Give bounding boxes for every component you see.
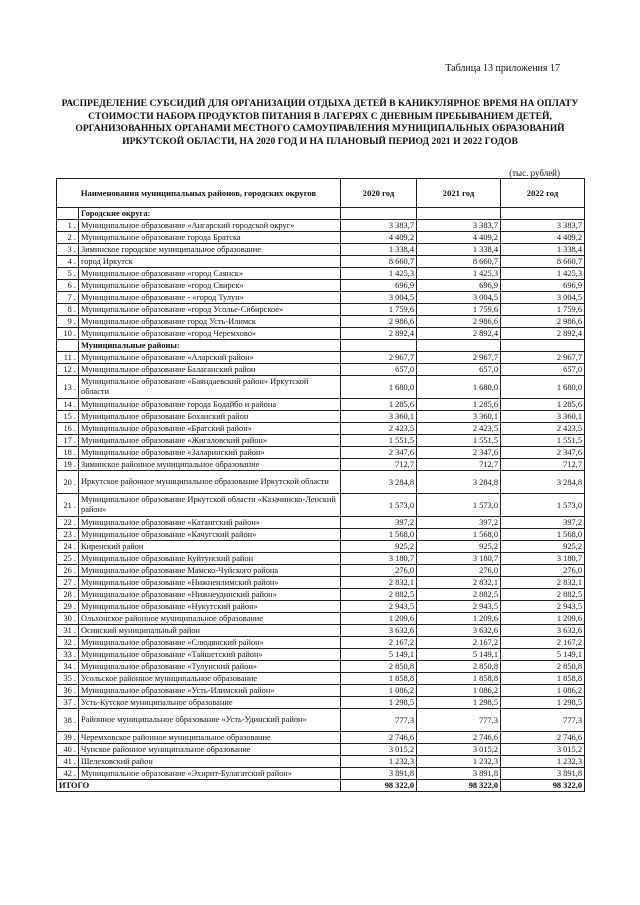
row-value: 1 568,0	[501, 529, 585, 541]
row-name: Муниципальное образование «Нукутский район»	[79, 601, 341, 613]
row-value: 2 347,6	[341, 447, 417, 459]
row-name: Шелеховский район	[79, 756, 341, 768]
row-value: 1 232,3	[417, 756, 501, 768]
total-label: ИТОГО	[57, 780, 341, 792]
row-value: 8 660,7	[417, 256, 501, 268]
row-value: 1 573,0	[341, 494, 417, 517]
row-value: 3 360,1	[501, 411, 585, 423]
table-row	[57, 304, 585, 316]
table-row	[57, 625, 585, 637]
row-number: 17 .	[57, 435, 79, 447]
row-value: 2 882,5	[501, 589, 585, 601]
row-number: 42 .	[57, 768, 79, 780]
table-caption: Таблица 13 приложения 17	[445, 63, 560, 74]
table-row	[57, 268, 585, 280]
row-value: 1 858,8	[341, 673, 417, 685]
row-value: 1 209,6	[341, 613, 417, 625]
row-number: 40 .	[57, 744, 79, 756]
row-value: 5 149,1	[501, 649, 585, 661]
row-number: 31 .	[57, 625, 79, 637]
row-value: 1 680,0	[417, 376, 501, 399]
row-value: 276,0	[417, 565, 501, 577]
table-row	[57, 220, 585, 232]
row-value: 2 943,5	[501, 601, 585, 613]
row-value: 2 850,8	[341, 661, 417, 673]
table-row	[57, 399, 585, 411]
table-row	[57, 649, 585, 661]
row-value: 3 004,5	[341, 292, 417, 304]
row-value: 3 360,1	[341, 411, 417, 423]
row-number: 23 .	[57, 529, 79, 541]
row-name: Усольское районное муниципальное образование	[79, 673, 341, 685]
row-number: 32 .	[57, 637, 79, 649]
row-value: 696,9	[417, 280, 501, 292]
row-value: 3 180,7	[501, 553, 585, 565]
document-title: РАСПРЕДЕЛЕНИЕ СУБСИДИЙ ДЛЯ ОРГАНИЗАЦИИ ОТДЫХА ДЕТЕЙ В КАНИКУЛЯРНОЕ ВРЕМЯ НА ОПЛАТУ СТОИМОСТИ НАБОРА ПРОДУКТОВ ПИТАНИЯ В ЛАГЕРЯХ С ДНЕВНЫМ ПРЕБЫВАНИЕМ ДЕТЕЙ, ОРГАНИЗОВАННЫХ ОРГАНАМИ МЕСТНОГО САМОУПРАВЛЕНИЯ МУНИЦИПАЛЬНЫХ ОБРАЗОВАНИЙ ИРКУТСКОЙ ОБЛАСТИ, НА 2020 ГОД И НА ПЛАНОВЫЙ ПЕРИОД 2021 И 2022 ГОДОВ	[61, 98, 579, 147]
row-name: Муниципальное образование «Братский район»	[79, 423, 341, 435]
row-value: 397,2	[341, 517, 417, 529]
table-row	[57, 435, 585, 447]
table-row	[57, 423, 585, 435]
row-value: 2 832,1	[501, 577, 585, 589]
row-value: 657,0	[341, 364, 417, 376]
row-value: 657,0	[417, 364, 501, 376]
total-value: 98 322,0	[341, 780, 417, 792]
row-value: 1 338,4	[417, 244, 501, 256]
row-value: 1 338,4	[341, 244, 417, 256]
total-value: 98 322,0	[417, 780, 501, 792]
row-value: 2 943,5	[341, 601, 417, 613]
row-number: 5 .	[57, 268, 79, 280]
row-number: 16 .	[57, 423, 79, 435]
row-name: Муниципальное образование Иркутской области «Казачинско-Ленский район»	[79, 494, 341, 517]
row-value: 2 347,6	[501, 447, 585, 459]
row-number: 20 .	[57, 471, 79, 494]
row-name: город Иркутск	[79, 256, 341, 268]
table-row	[57, 744, 585, 756]
row-value: 1 551,5	[501, 435, 585, 447]
row-value: 1 232,3	[501, 756, 585, 768]
row-value: 2 423,5	[501, 423, 585, 435]
row-value: 696,9	[501, 280, 585, 292]
row-value: 2 167,2	[417, 637, 501, 649]
row-name: Зиминское районное муниципальное образование	[79, 459, 341, 471]
row-value: 1 338,4	[501, 244, 585, 256]
row-value: 1 551,5	[417, 435, 501, 447]
table-row	[57, 494, 585, 517]
row-name: Иркутское районное муниципальное образование Иркутской области	[79, 471, 341, 494]
row-number: 8 .	[57, 304, 79, 316]
row-name: Муниципальное образование «город Саянск»	[79, 268, 341, 280]
row-number: 1 .	[57, 220, 79, 232]
row-name: Муниципальное образование города Братска	[79, 232, 341, 244]
row-value: 2 892,4	[341, 328, 417, 340]
row-value: 2 746,6	[341, 732, 417, 744]
row-number: 36 .	[57, 685, 79, 697]
table-row	[57, 577, 585, 589]
row-number: 41 .	[57, 756, 79, 768]
table-row	[57, 732, 585, 744]
row-value: 2 967,7	[341, 352, 417, 364]
row-value: 2 882,5	[341, 589, 417, 601]
table-row	[57, 364, 585, 376]
row-value: 4 409,2	[501, 232, 585, 244]
row-value: 1 858,8	[417, 673, 501, 685]
row-name: Муниципальное образование «Тулунский район»	[79, 661, 341, 673]
row-value: 3 632,6	[417, 625, 501, 637]
row-value: 1 759,6	[417, 304, 501, 316]
row-value: 925,2	[341, 541, 417, 553]
row-value: 2 986,6	[501, 316, 585, 328]
row-number: 34 .	[57, 661, 79, 673]
row-value: 4 409,2	[341, 232, 417, 244]
header-2022: 2022 год	[501, 179, 585, 208]
row-value: 2 892,4	[501, 328, 585, 340]
row-number: 25 .	[57, 553, 79, 565]
row-value: 2 892,4	[417, 328, 501, 340]
header-2021: 2021 год	[417, 179, 501, 208]
table-row	[57, 613, 585, 625]
row-value: 2 423,5	[341, 423, 417, 435]
row-value: 3 360,1	[417, 411, 501, 423]
row-value: 8 660,7	[341, 256, 417, 268]
row-value: 925,2	[501, 541, 585, 553]
row-name: Осинский муниципальный район	[79, 625, 341, 637]
table-row	[57, 673, 585, 685]
row-value: 2 850,8	[501, 661, 585, 673]
table-row	[57, 459, 585, 471]
row-name: Киренский район	[79, 541, 341, 553]
row-value: 1 285,6	[417, 399, 501, 411]
row-value: 1 298,5	[417, 697, 501, 709]
table-row	[57, 637, 585, 649]
row-name: Муниципальное образование города Бодайбо и района	[79, 399, 341, 411]
row-value: 1 551,5	[341, 435, 417, 447]
table-row	[57, 376, 585, 399]
row-name: Муниципальное образование «город Черемхово»	[79, 328, 341, 340]
row-value: 3 383,7	[417, 220, 501, 232]
row-name: Муниципальное образование «Усть-Илимский район»	[79, 685, 341, 697]
row-number: 21 .	[57, 494, 79, 517]
row-name: Муниципальное образование «Аларский район»	[79, 352, 341, 364]
row-name: Муниципальное образование «Катангский район»	[79, 517, 341, 529]
row-name: Чунское районное муниципальное образование	[79, 744, 341, 756]
total-value: 98 322,0	[501, 780, 585, 792]
row-number: 37 .	[57, 697, 79, 709]
table-row	[57, 685, 585, 697]
row-value: 1 285,6	[341, 399, 417, 411]
row-value: 3 632,6	[341, 625, 417, 637]
row-value: 276,0	[501, 565, 585, 577]
table-row	[57, 589, 585, 601]
row-value: 1 759,6	[341, 304, 417, 316]
row-value: 3 891,8	[501, 768, 585, 780]
row-value: 397,2	[417, 517, 501, 529]
row-name: Муниципальное образование «город Усолье-Сибирское»	[79, 304, 341, 316]
row-name: Муниципальное образование «Качугский район»	[79, 529, 341, 541]
row-number: 10 .	[57, 328, 79, 340]
row-number: 3 .	[57, 244, 79, 256]
row-number: 33 .	[57, 649, 79, 661]
row-value: 3 015,2	[501, 744, 585, 756]
row-number: 6 .	[57, 280, 79, 292]
row-name: Муниципальное образование «Слюдянский район»	[79, 637, 341, 649]
row-value: 3 284,8	[417, 471, 501, 494]
row-name: Черемховское районное муниципальное образование	[79, 732, 341, 744]
row-value: 777,3	[501, 709, 585, 732]
section-row	[57, 208, 585, 220]
row-value: 1 209,6	[417, 613, 501, 625]
row-value: 712,7	[501, 459, 585, 471]
row-value: 1 425,3	[417, 268, 501, 280]
row-number: 13 .	[57, 376, 79, 399]
row-value: 1 209,6	[501, 613, 585, 625]
row-value: 2 167,2	[501, 637, 585, 649]
row-value: 2 832,1	[341, 577, 417, 589]
row-value: 2 943,5	[417, 601, 501, 613]
row-value: 1 425,3	[501, 268, 585, 280]
row-value: 1 086,2	[341, 685, 417, 697]
table-row	[57, 232, 585, 244]
row-value: 1 573,0	[501, 494, 585, 517]
row-number: 4 .	[57, 256, 79, 268]
table-row	[57, 709, 585, 732]
row-value: 712,7	[341, 459, 417, 471]
row-value: 1 680,0	[501, 376, 585, 399]
header-2020: 2020 год	[341, 179, 417, 208]
row-value: 1 680,0	[341, 376, 417, 399]
table-row	[57, 411, 585, 423]
section-row	[57, 340, 585, 352]
row-value: 2 347,6	[417, 447, 501, 459]
row-name: Муниципальное образование Мамско-Чуйского района	[79, 565, 341, 577]
row-number: 39 .	[57, 732, 79, 744]
row-name: Муниципальное образование город Усть-Илимск	[79, 316, 341, 328]
row-name: Зиминское городское муниципальное образование	[79, 244, 341, 256]
row-value: 1 232,3	[341, 756, 417, 768]
row-number: 29 .	[57, 601, 79, 613]
row-value: 712,7	[417, 459, 501, 471]
row-name: Муниципальное образование «Жигаловский район»	[79, 435, 341, 447]
table-row	[57, 565, 585, 577]
table-row	[57, 601, 585, 613]
row-number: 26 .	[57, 565, 79, 577]
row-value: 1 425,3	[341, 268, 417, 280]
row-number: 12 .	[57, 364, 79, 376]
row-number: 19 .	[57, 459, 79, 471]
row-value: 2 423,5	[417, 423, 501, 435]
row-number: 11 .	[57, 352, 79, 364]
table-body	[57, 208, 585, 792]
row-value: 1 086,2	[501, 685, 585, 697]
total-row	[57, 780, 585, 792]
row-value: 3 015,2	[341, 744, 417, 756]
header-name: Наименования муниципальных районов, городских округов	[57, 179, 341, 208]
row-value: 3 180,7	[417, 553, 501, 565]
row-value: 2 882,5	[417, 589, 501, 601]
row-number: 22 .	[57, 517, 79, 529]
row-value: 3 180,7	[341, 553, 417, 565]
table-row	[57, 553, 585, 565]
row-name: Муниципальное образование «Баяндаевский район» Иркутской области	[79, 376, 341, 399]
table-row	[57, 292, 585, 304]
row-name: Муниципальное образование «Эхирит-Булагатский район»	[79, 768, 341, 780]
row-value: 1 285,6	[501, 399, 585, 411]
section-title: Муниципальные районы:	[79, 340, 341, 352]
row-value: 2 986,6	[341, 316, 417, 328]
row-name: Муниципальное образование Боханский район	[79, 411, 341, 423]
row-name: Муниципальное образование «Нижнеудинский район»	[79, 589, 341, 601]
row-value: 657,0	[501, 364, 585, 376]
row-name: Муниципальное образование «Заларинский район»	[79, 447, 341, 459]
table-row	[57, 756, 585, 768]
row-value: 777,3	[417, 709, 501, 732]
row-value: 1 298,5	[501, 697, 585, 709]
row-value: 1 573,0	[417, 494, 501, 517]
row-name: Муниципальное образование «Ангарский городской округ»	[79, 220, 341, 232]
row-value: 3 383,7	[341, 220, 417, 232]
row-name: Ольхонское районное муниципальное образование	[79, 613, 341, 625]
row-value: 2 986,6	[417, 316, 501, 328]
row-number: 14 .	[57, 399, 79, 411]
row-value: 3 632,6	[501, 625, 585, 637]
row-name: Муниципальное образование «город Свирск»	[79, 280, 341, 292]
row-number: 28 .	[57, 589, 79, 601]
row-name: Муниципальное образование Балаганский район	[79, 364, 341, 376]
row-value: 2 167,2	[341, 637, 417, 649]
row-value: 397,2	[501, 517, 585, 529]
row-value: 2 832,1	[417, 577, 501, 589]
row-value: 925,2	[417, 541, 501, 553]
row-number: 15 .	[57, 411, 79, 423]
row-value: 4 409,2	[417, 232, 501, 244]
row-value: 5 149,1	[417, 649, 501, 661]
row-value: 3 383,7	[501, 220, 585, 232]
row-number: 2 .	[57, 232, 79, 244]
row-value: 3 891,8	[417, 768, 501, 780]
row-number: 27 .	[57, 577, 79, 589]
row-value: 1 568,0	[417, 529, 501, 541]
row-value: 1 759,6	[501, 304, 585, 316]
table-row	[57, 256, 585, 268]
subsidy-table	[56, 178, 585, 792]
table-row	[57, 541, 585, 553]
table-row	[57, 697, 585, 709]
row-value: 3 015,2	[417, 744, 501, 756]
row-value: 2 746,6	[501, 732, 585, 744]
row-value: 777,3	[341, 709, 417, 732]
row-number: 30 .	[57, 613, 79, 625]
table-row	[57, 529, 585, 541]
row-number: 35 .	[57, 673, 79, 685]
row-value: 1 568,0	[341, 529, 417, 541]
table-row	[57, 661, 585, 673]
row-value: 276,0	[341, 565, 417, 577]
row-value: 1 298,5	[341, 697, 417, 709]
row-value: 3 284,8	[341, 471, 417, 494]
row-name: Муниципальное образование «Нижнеилимский район»	[79, 577, 341, 589]
table-row	[57, 316, 585, 328]
table-row	[57, 517, 585, 529]
row-name: Муниципальное образование Куйтунский район	[79, 553, 341, 565]
row-value: 3 284,8	[501, 471, 585, 494]
row-value: 8 660,7	[501, 256, 585, 268]
row-value: 2 967,7	[417, 352, 501, 364]
row-value: 2 850,8	[417, 661, 501, 673]
row-name: Муниципальное образование - «город Тулун»	[79, 292, 341, 304]
table-row	[57, 328, 585, 340]
row-value: 3 004,5	[501, 292, 585, 304]
table-row	[57, 244, 585, 256]
row-number: 38 .	[57, 709, 79, 732]
table-row	[57, 471, 585, 494]
table-row	[57, 280, 585, 292]
row-name: Усть-Кутское муниципальное образование	[79, 697, 341, 709]
row-name: Муниципальное образование «Тайшетский район»	[79, 649, 341, 661]
row-value: 1 086,2	[417, 685, 501, 697]
row-value: 3 004,5	[417, 292, 501, 304]
section-title: Городские округа:	[79, 208, 341, 220]
table-row	[57, 352, 585, 364]
row-value: 2 967,7	[501, 352, 585, 364]
row-number: 9 .	[57, 316, 79, 328]
row-value: 696,9	[341, 280, 417, 292]
table-row	[57, 447, 585, 459]
row-value: 2 746,6	[417, 732, 501, 744]
row-value: 1 858,8	[501, 673, 585, 685]
row-number: 18 .	[57, 447, 79, 459]
row-number: 24 .	[57, 541, 79, 553]
table-row	[57, 768, 585, 780]
row-number: 7 .	[57, 292, 79, 304]
row-value: 3 891,8	[341, 768, 417, 780]
row-name: Районное муниципальное образование «Усть-Удинский район»	[79, 709, 341, 732]
row-value: 5 149,1	[341, 649, 417, 661]
units-label: (тыс. рублей)	[509, 168, 560, 178]
